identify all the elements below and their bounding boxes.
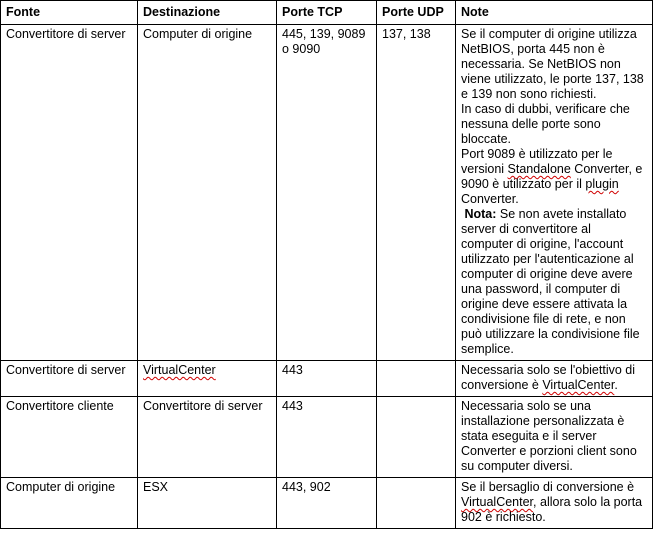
table-row <box>1 397 653 478</box>
note-text: Converter. <box>461 192 519 206</box>
header-porte-udp: Porte UDP <box>377 1 456 25</box>
cell-note: Necessaria solo se una installazione personalizzata è stata eseguita e il server Converter e porzioni client sono su computer diversi. <box>456 397 653 478</box>
note-text: . <box>614 378 618 392</box>
note-dubbi: In caso di dubbi, verificare che nessuna delle porte sono bloccate. <box>461 102 630 146</box>
table-row <box>1 25 653 361</box>
cell-porte-udp <box>377 478 456 529</box>
note-text-plugin: plugin <box>585 177 619 191</box>
cell-porte-udp: 137, 138 <box>377 25 456 361</box>
header-destinazione: Destinazione <box>138 1 277 25</box>
header-row <box>1 1 653 25</box>
table-row <box>1 361 653 397</box>
cell-note <box>456 478 653 529</box>
cell-porte-udp <box>377 361 456 397</box>
cell-fonte: Convertitore di server <box>1 361 138 397</box>
note-label: Nota: <box>464 207 497 221</box>
note-text-virtualcenter: VirtualCenter <box>461 495 534 509</box>
note-text: Necessaria solo se l'obiettivo di conversione è <box>461 363 635 392</box>
cell-destinazione: Computer di origine <box>138 25 277 361</box>
note-text-standalone: Standalone <box>507 162 571 176</box>
table-row <box>1 478 653 529</box>
cell-fonte: Convertitore cliente <box>1 397 138 478</box>
note-text: , allora solo la porta 902 è richiesto. <box>461 495 643 524</box>
note-text: Se non avete installato server di convertitore al computer di origine, l'account utilizzato per l'autenticazione al computer di origine deve avere una password, il computer di origine deve essere attivata la condivisione file di rete, e non può utilizzare la condivisione file semplice. <box>461 207 640 356</box>
header-fonte: Fonte <box>1 1 138 25</box>
cell-note <box>456 361 653 397</box>
note-port-9089 <box>461 147 646 207</box>
cell-porte-tcp: 443 <box>277 361 377 397</box>
cell-destinazione: ESX <box>138 478 277 529</box>
destination-virtualcenter: VirtualCenter <box>143 363 216 377</box>
cell-porte-tcp: 443, 902 <box>277 478 377 529</box>
cell-porte-tcp: 443 <box>277 397 377 478</box>
header-porte-tcp: Porte TCP <box>277 1 377 25</box>
cell-destinazione: Convertitore di server <box>138 397 277 478</box>
header-note: Note <box>456 1 653 25</box>
note-text: Port 9089 è utilizzato per le versioni <box>461 147 613 176</box>
cell-note <box>456 25 653 361</box>
cell-porte-tcp: 445, 139, 9089 o 9090 <box>277 25 377 361</box>
cell-destinazione <box>138 361 277 397</box>
cell-fonte: Computer di origine <box>1 478 138 529</box>
cell-porte-udp <box>377 397 456 478</box>
note-text-virtualcenter: VirtualCenter <box>542 378 615 392</box>
note-nota <box>461 207 646 357</box>
note-netbios: Se il computer di origine utilizza NetBIOS, porta 445 non è necessaria. Se NetBIOS non viene utilizzato, le porte 137, 138 e 139 non sono richiesti. <box>461 27 644 101</box>
note-text: Se il bersaglio di conversione è <box>461 480 635 494</box>
note-text: Converter, e 9090 è utilizzato per il <box>461 162 643 191</box>
cell-fonte: Convertitore di server <box>1 25 138 361</box>
